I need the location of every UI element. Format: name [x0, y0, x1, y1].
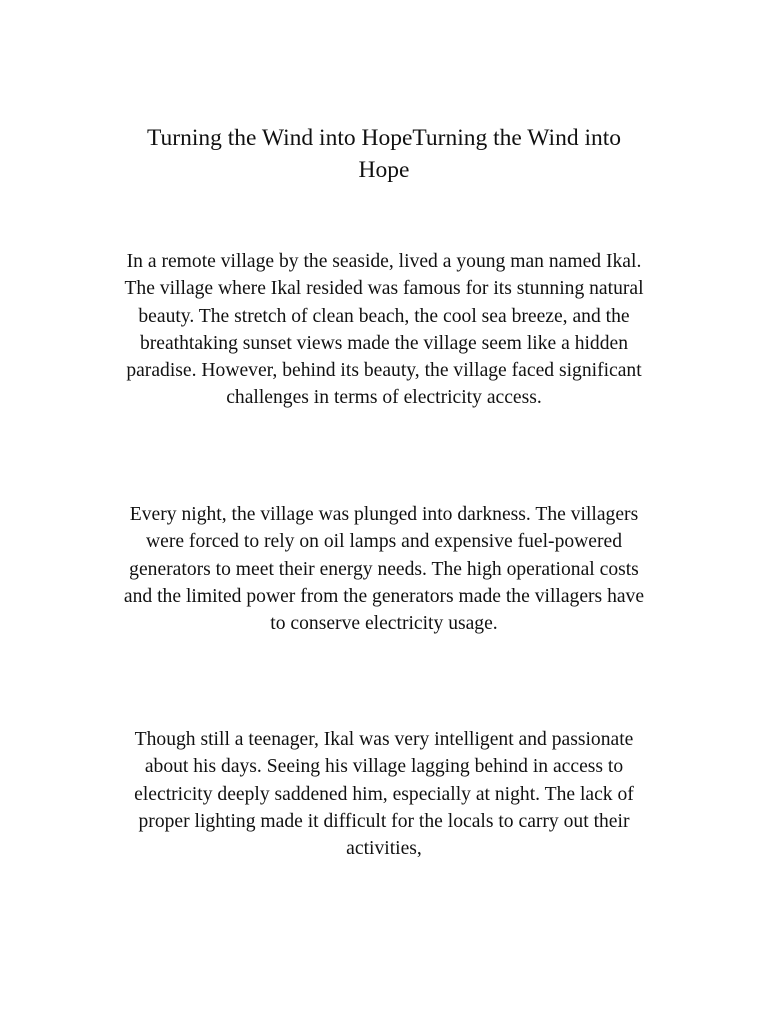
document-title: Turning the Wind into HopeTurning the Wind into Hope: [146, 125, 622, 183]
paragraph-3: Though still a teenager, Ikal was very intelligent and passionate about his days. Seeing his village lagging behind in access to electricity deeply saddened him, especially at night. The lack of proper lighting made it difficult for the locals to carry out their activities,: [134, 729, 634, 860]
paragraph-2: Every night, the village was plunged into darkness. The villagers were forced to rely on oil lamps and expensive fuel-powered generators to meet their energy needs. The high operational costs and the limited power from the generators made the villagers have to conserve electricity usage.: [123, 504, 645, 635]
paragraph-1: In a remote village by the seaside, lived a young man named Ikal. The village where Ikal resided was famous for its stunning natural beauty. The stretch of clean beach, the cool sea breeze, and the breathtaking sunset views made the village seem like a hidden paradise. However, behind its beauty, the village faced significant challenges in terms of electricity access.: [124, 251, 644, 409]
